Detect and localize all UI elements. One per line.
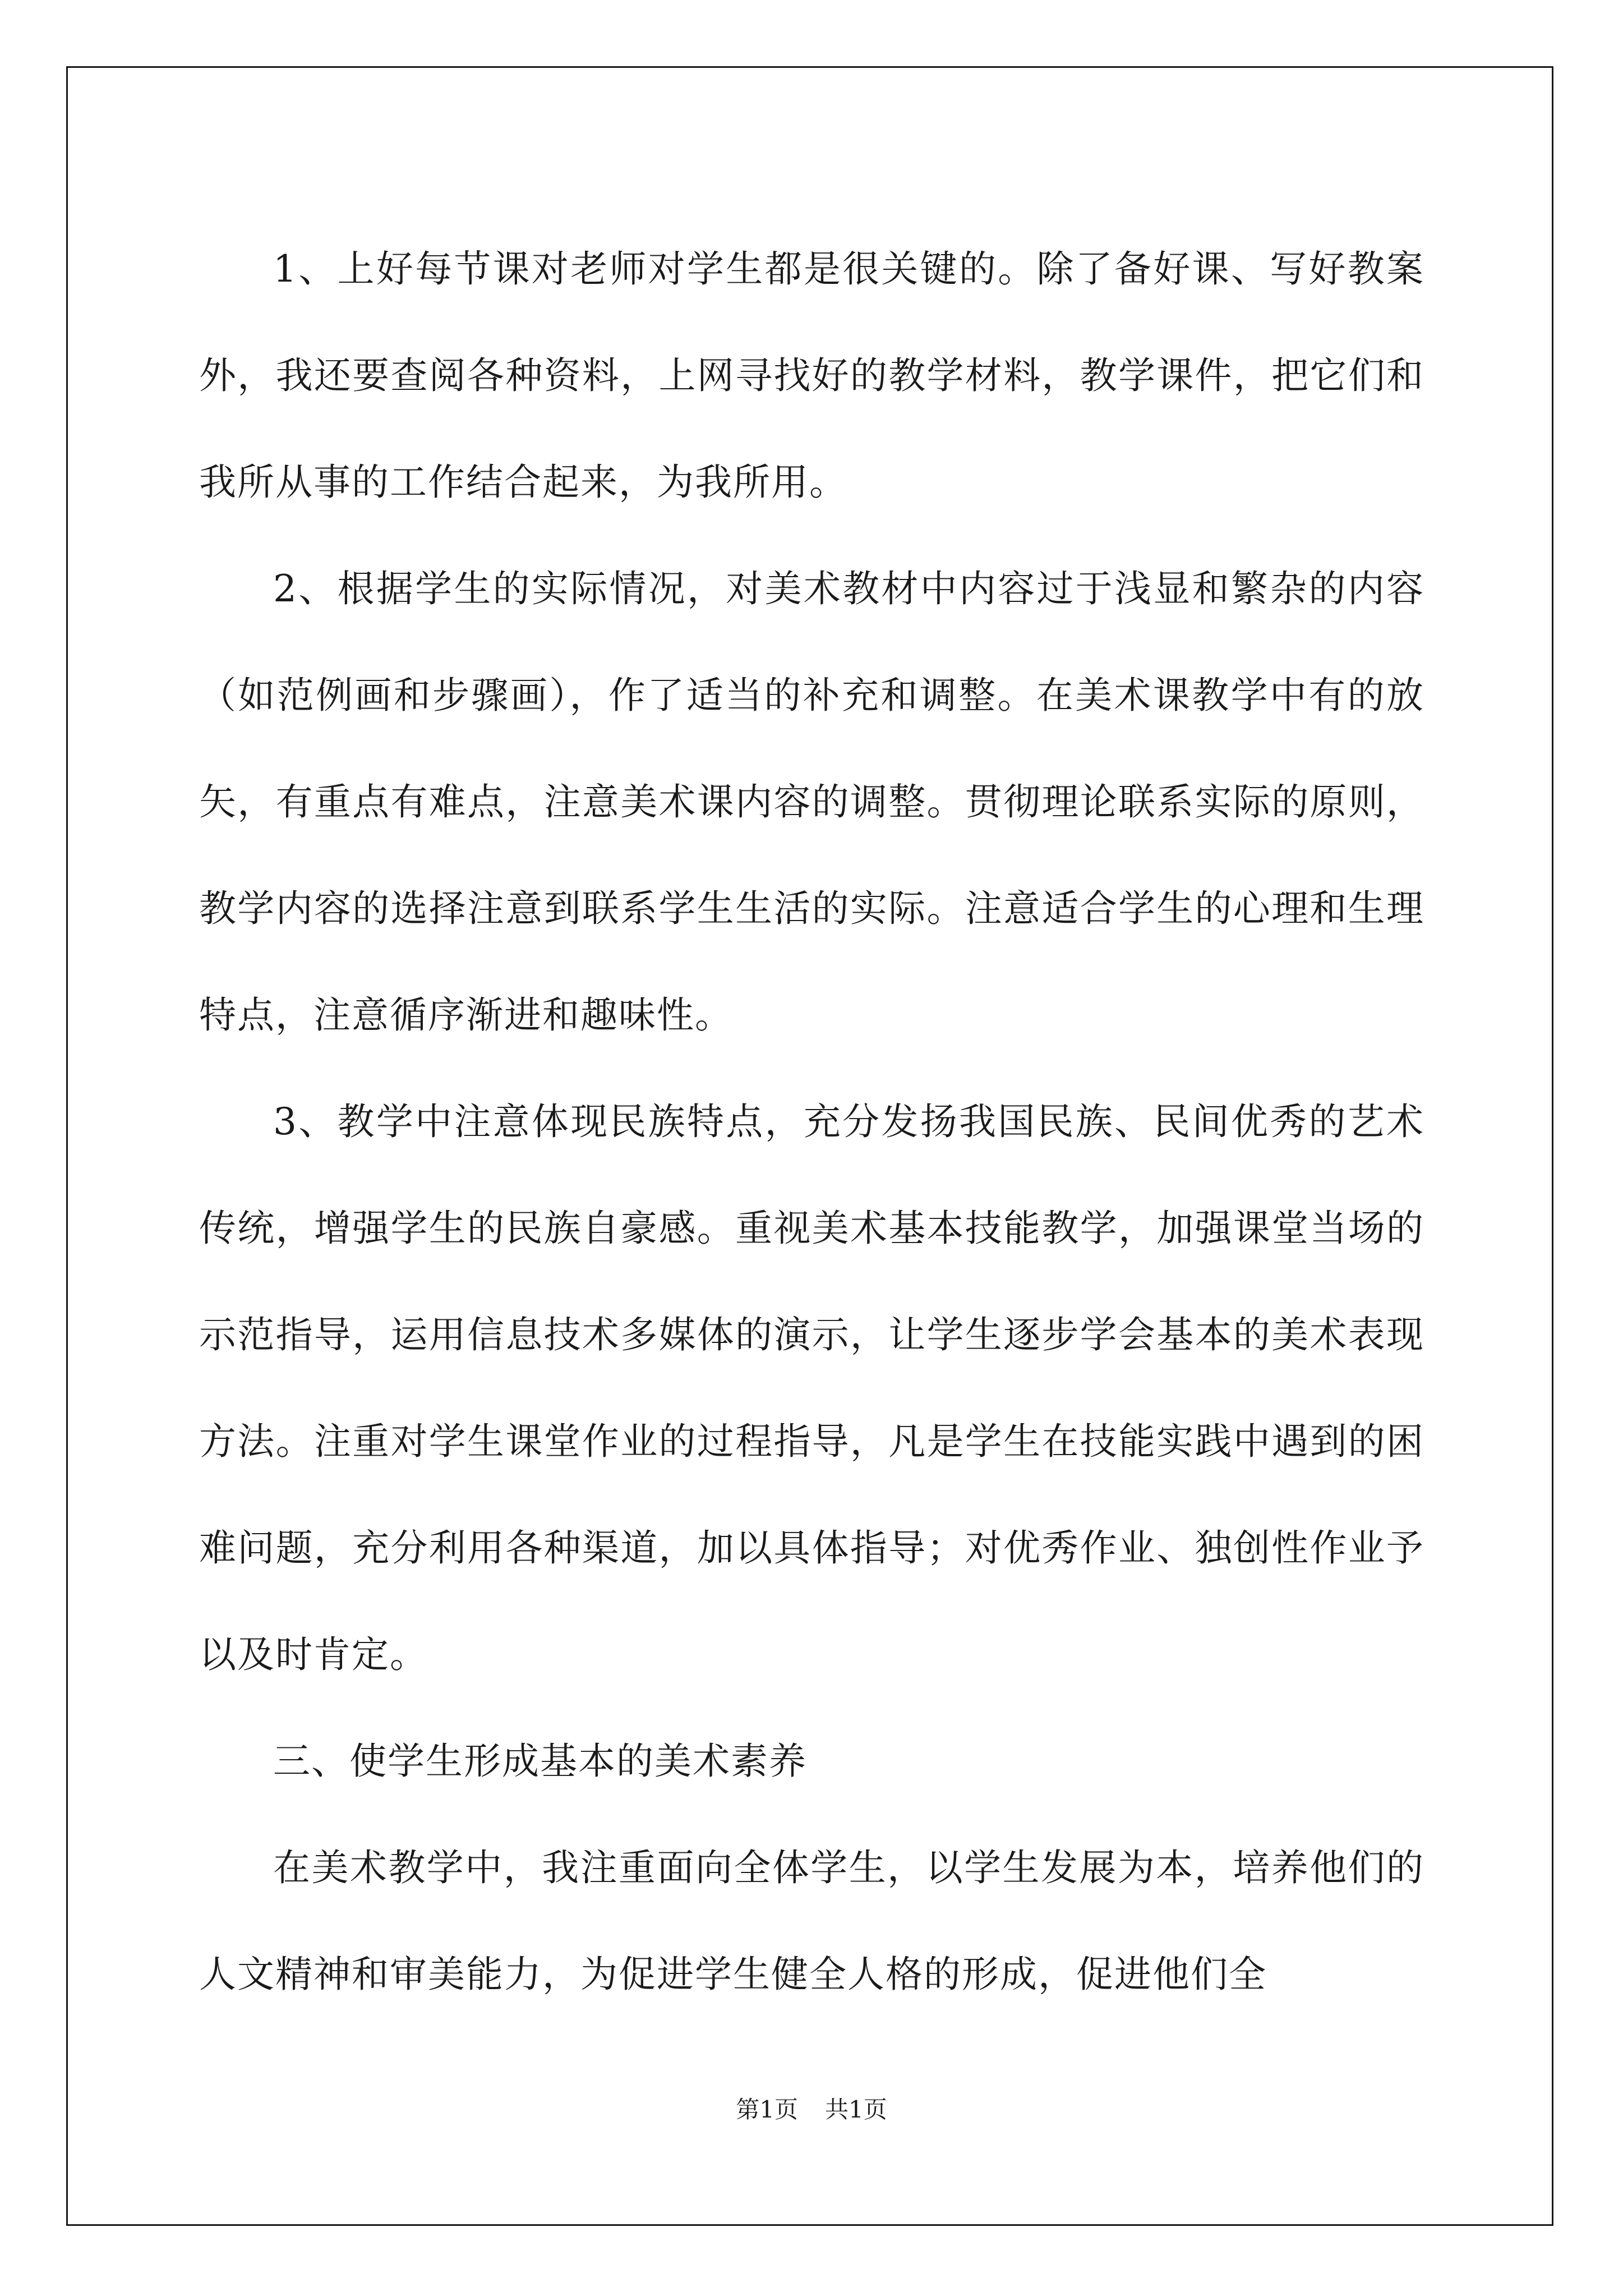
paragraph: 1、上好每节课对老师对学生都是很关键的。除了备好课、写好教案外，我还要查阅各种资料，上网寻找好的教学材料，教学课件，把它们和我所从事的工作结合起来，为我所用。: [199, 247, 1424, 504]
document-body: [199, 216, 1424, 2028]
paragraph: 在美术教学中，我注重面向全体学生，以学生发展为本，培养他们的人文精神和审美能力，为促进学生健全人格的形成，促进他们全: [199, 1846, 1424, 1996]
page-total: 共1页: [825, 2096, 887, 2123]
paragraph: 2、根据学生的实际情况，对美术教材中内容过于浅显和繁杂的内容（如范例画和步骤画），作了适当的补充和调整。在美术课教学中有的放矢，有重点有难点，注意美术课内容的调整。贯彻理论联系实际的原则，教学内容的选择注意到联系学生生活的实际。注意适合学生的心理和生理特点，注意循序渐进和趣味性。: [199, 567, 1424, 1037]
section-heading: 三、使学生形成基本的美术素养: [273, 1740, 807, 1783]
paragraph: 3、教学中注意体现民族特点，充分发扬我国民族、民间优秀的艺术传统，增强学生的民族自豪感。重视美术基本技能教学，加强课堂当场的示范指导，运用信息技术多媒体的演示，让学生逐步学会基本的美术表现方法。注重对学生课堂作业的过程指导，凡是学生在技能实践中遇到的困难问题，充分利用各种渠道，加以具体指导；对优秀作业、独创性作业予以及时肯定。: [199, 1100, 1424, 1676]
page-number: 第1页: [736, 2096, 798, 2123]
page-footer: [0, 2096, 1623, 2124]
